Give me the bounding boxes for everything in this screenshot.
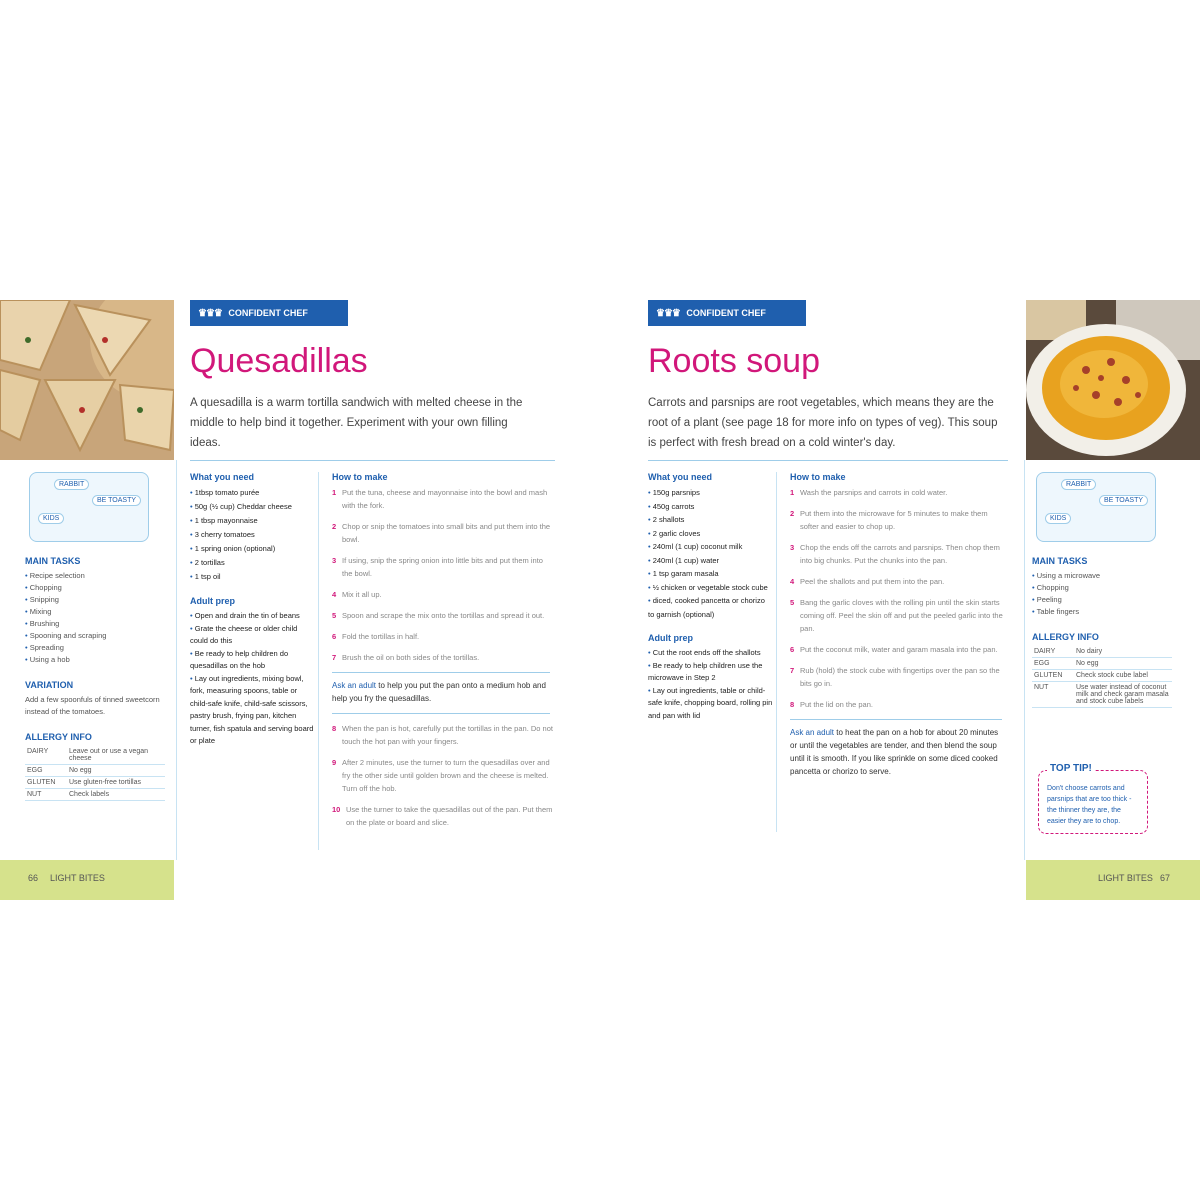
method-steps-continued: [332, 722, 554, 829]
skills-graphic: RABBIT BE TOASTY KIDS: [1036, 472, 1156, 542]
list-item: • 2 garlic cloves: [648, 527, 773, 541]
difficulty-badge: [190, 300, 348, 326]
recipe-intro: Carrots and parsnips are root vegetables, which means they are the root of a plant (see page 18 for more info on types of veg). This soup is perfect with fresh bread on a cold winter's day.: [648, 397, 998, 449]
list-item: • 240ml (1 cup) water: [648, 554, 773, 568]
sidebar-divider: [176, 460, 177, 860]
step-item: 1 Wash the parsnips and carrots in cold water.: [790, 488, 948, 497]
step-item: 9 After 2 minutes, use the turner to turn the quesadillas over and fry the other side until golden brown and the cheese is melted. Turn off the hob.: [332, 758, 550, 793]
list-item: • Peeling: [1032, 594, 1200, 606]
list-item: • ½ chicken or vegetable stock cube: [648, 581, 773, 595]
chef-hat-icons: ♛♛♛: [656, 308, 680, 319]
top-tip-text: Don't choose carrots and parsnips that are too thick - the thinner they are, the easier they are to chop.: [1047, 785, 1132, 825]
list-item: • Recipe selection: [25, 570, 197, 582]
list-item: • Using a hob: [25, 654, 197, 666]
step-item: 7 Rub (hold) the stock cube with fingertips over the pan so the bits go in.: [790, 666, 1000, 688]
list-item: • 2 shallots: [648, 513, 773, 527]
divider: [190, 460, 555, 461]
allergy-table: [1032, 646, 1172, 708]
table-row: GLUTEN Check stock cube label: [1032, 670, 1172, 682]
page-number: 66: [28, 873, 39, 883]
method-steps: [332, 486, 554, 664]
list-item: • Be ready to help children use the microwave in Step 2: [648, 660, 773, 685]
what-you-need-heading: What you need: [190, 472, 255, 482]
column-divider: [318, 472, 319, 850]
list-item: • Lay out ingredients, table or child-safe knife, chopping board, rolling pin and pan with lid: [648, 685, 773, 723]
list-item: • 1 spring onion (optional): [190, 542, 315, 556]
column-divider: [776, 472, 777, 832]
adult-prep-list: [190, 610, 315, 748]
divider: [332, 672, 550, 673]
recipe-title: Quesadillas: [190, 342, 368, 380]
what-you-need-heading: What you need: [648, 472, 713, 482]
adult-note: Ask an adult to help you put the pan onto a medium hob and help you fry the quesadillas.: [332, 681, 546, 703]
how-to-make-heading: How to make: [790, 472, 846, 482]
info-sidebar: [1032, 472, 1200, 708]
list-item: • Grate the cheese or older child could do this: [190, 623, 315, 648]
sidebar-divider: [1024, 460, 1025, 860]
step-item: 3 Chop the ends off the carrots and parsnips. Then chop them into big chunks. Put the chunks into the pan.: [790, 543, 1000, 565]
variation-text: Add a few spoonfuls of tinned sweetcorn instead of the tomatoes.: [25, 695, 160, 716]
page-footer: [0, 860, 600, 900]
ingredients-column: [190, 472, 315, 748]
ingredients-list: [190, 486, 315, 584]
quesadilla-photo: [0, 300, 174, 460]
step-item: 6 Put the coconut milk, water and garam masala into the pan.: [790, 645, 998, 654]
step-item: 5 Spoon and scrape the mix onto the tortillas and spread it out.: [332, 611, 545, 620]
list-item: • Using a microwave: [1032, 570, 1200, 582]
list-item: • 1 tsp oil: [190, 570, 315, 584]
method-steps: [790, 486, 1005, 711]
list-item: • Chopping: [1032, 582, 1200, 594]
main-tasks-list: [25, 570, 197, 666]
variation-heading: VARIATION: [25, 680, 74, 690]
badge-label: CONFIDENT CHEF: [686, 308, 766, 318]
table-row: EGG No egg: [1032, 658, 1172, 670]
list-item: • Spooning and scraping: [25, 630, 197, 642]
method-column: [332, 472, 554, 837]
step-item: 3 If using, snip the spring onion into little bits and put them into the bowl.: [332, 556, 543, 578]
divider: [790, 719, 1002, 720]
table-row: NUT Check labels: [25, 789, 165, 801]
table-row: NUT Use water instead of coconut milk and check garam masala and stock cube labels: [1032, 682, 1172, 708]
adult-prep-list: [648, 647, 773, 722]
list-item: • Open and drain the tin of beans: [190, 610, 315, 623]
list-item: • Cut the root ends off the shallots: [648, 647, 773, 660]
list-item: • Lay out ingredients, mixing bowl, fork, measuring spoons, table or child-safe knife, child-safe scissors, pastry brush, frying pan, kitchen turner, fish spatula and serving board or plate: [190, 673, 315, 748]
table-row: EGG No egg: [25, 765, 165, 777]
adult-note: Ask an adult to heat the pan on a hob for about 20 minutes or until the vegetables are tender, and then blend the soup until it is smooth. If you like sprinkle on some diced cooked pancetta or chorizo to serve.: [790, 728, 999, 776]
ingredients-list: [648, 486, 773, 621]
list-item: • 240ml (1 cup) coconut milk: [648, 540, 773, 554]
soup-photo: [1026, 300, 1200, 460]
adult-prep-heading: Adult prep: [190, 596, 235, 606]
step-item: 8 Put the lid on the pan.: [790, 700, 873, 709]
list-item: • Spreading: [25, 642, 197, 654]
list-item: • Chopping: [25, 582, 197, 594]
list-item: • Mixing: [25, 606, 197, 618]
skills-graphic: RABBIT BE TOASTY KIDS: [29, 472, 149, 542]
table-row: DAIRY No dairy: [1032, 646, 1172, 658]
top-tip-box: [1038, 763, 1148, 834]
main-tasks-heading: MAIN TASKS: [25, 556, 81, 566]
step-item: 2 Chop or snip the tomatoes into small bits and put them into the bowl.: [332, 522, 551, 544]
method-column: [790, 472, 1005, 778]
step-item: 6 Fold the tortillas in half.: [332, 632, 420, 641]
list-item: • 450g carrots: [648, 500, 773, 514]
recipe-title: Roots soup: [648, 342, 820, 380]
list-item: • 50g (½ cup) Cheddar cheese: [190, 500, 315, 514]
badge-label: CONFIDENT CHEF: [228, 308, 308, 318]
info-sidebar: [25, 472, 197, 801]
section-label: LIGHT BITES: [1098, 873, 1153, 883]
list-item: • 150g parsnips: [648, 486, 773, 500]
recipe-intro: A quesadilla is a warm tortilla sandwich with melted cheese in the middle to help bind it together. Experiment with your own filling ideas.: [190, 397, 523, 449]
list-item: • Snipping: [25, 594, 197, 606]
step-item: 1 Put the tuna, cheese and mayonnaise into the bowl and mash with the fork.: [332, 488, 548, 510]
divider: [648, 460, 1008, 461]
adult-prep-heading: Adult prep: [648, 633, 693, 643]
ingredients-column: [648, 472, 773, 722]
step-item: 8 When the pan is hot, carefully put the tortillas in the pan. Do not touch the hot pan with your fingers.: [332, 724, 553, 746]
section-label: LIGHT BITES: [50, 873, 105, 883]
divider: [332, 713, 550, 714]
list-item: • Brushing: [25, 618, 197, 630]
step-item: 4 Mix it all up.: [332, 590, 382, 599]
allergy-heading: ALLERGY INFO: [25, 732, 92, 742]
step-item: 7 Brush the oil on both sides of the tortillas.: [332, 653, 480, 662]
difficulty-badge: [648, 300, 806, 326]
list-item: • 1 tbsp mayonnaise: [190, 514, 315, 528]
left-page: [0, 300, 600, 900]
book-spread: [0, 300, 1200, 900]
main-tasks-list: [1032, 570, 1200, 618]
step-item: 5 Bang the garlic cloves with the rolling pin until the skin starts coming off. Peel the skin off and put the peeled garlic into the pan.: [790, 598, 1003, 633]
chef-hat-icons: ♛♛♛: [198, 308, 222, 319]
table-row: GLUTEN Use gluten-free tortillas: [25, 777, 165, 789]
how-to-make-heading: How to make: [332, 472, 388, 482]
list-item: • diced, cooked pancetta or chorizo to garnish (optional): [648, 594, 773, 621]
top-tip-title: TOP TIP!: [1047, 763, 1095, 774]
list-item: • 1tbsp tomato purée: [190, 486, 315, 500]
step-item: 10 Use the turner to take the quesadillas out of the pan. Put them on the plate or board and slice.: [332, 805, 553, 827]
list-item: • 3 cherry tomatoes: [190, 528, 315, 542]
right-page: [600, 300, 1200, 900]
list-item: • 2 tortillas: [190, 556, 315, 570]
list-item: • 1 tsp garam masala: [648, 567, 773, 581]
step-item: 2 Put them into the microwave for 5 minutes to make them softer and easier to chop up.: [790, 509, 988, 531]
page-number: 67: [1160, 873, 1171, 883]
list-item: • Be ready to help children do quesadillas on the hob: [190, 648, 315, 673]
table-row: DAIRY Leave out or use a vegan cheese: [25, 746, 165, 765]
step-item: 4 Peel the shallots and put them into the pan.: [790, 577, 945, 586]
allergy-table: [25, 746, 165, 801]
list-item: • Table fingers: [1032, 606, 1200, 618]
page-footer: [600, 860, 1200, 900]
allergy-heading: ALLERGY INFO: [1032, 632, 1099, 642]
main-tasks-heading: MAIN TASKS: [1032, 556, 1088, 566]
